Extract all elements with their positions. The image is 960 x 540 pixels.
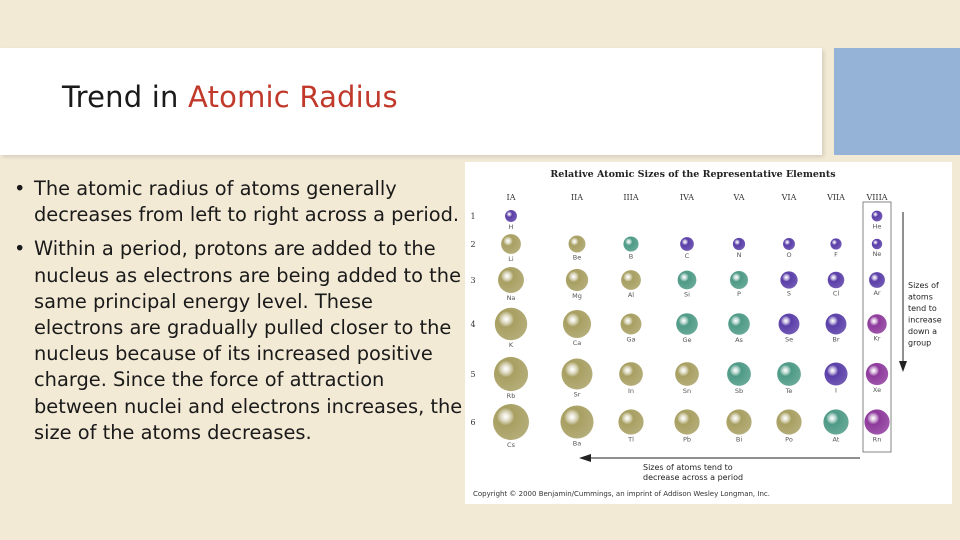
figure-title: Relative Atomic Sizes of the Representative Elements (550, 169, 836, 180)
atom-pb (674, 409, 699, 434)
bullet-item (14, 176, 464, 228)
down-note-line: atoms (908, 292, 933, 302)
atomic-size-diagram (465, 162, 952, 504)
atom-he (872, 211, 883, 222)
atom-cl (828, 272, 845, 289)
element-symbol: H (508, 222, 514, 231)
element-symbol: Kr (873, 334, 881, 343)
atom-o (783, 238, 795, 250)
bullet-item (14, 236, 464, 446)
element-symbol: Cl (832, 289, 840, 298)
atom-ca (563, 310, 591, 338)
atom-ge (676, 313, 698, 335)
element-symbol: Si (684, 290, 690, 299)
element-symbol: Ar (873, 288, 881, 297)
across-note-line: decrease across a period (643, 473, 744, 482)
atom-as (728, 313, 750, 335)
atom-at (823, 409, 848, 434)
atom-k (495, 308, 527, 340)
atom-bi (726, 409, 751, 434)
element-symbol: Ca (572, 339, 582, 348)
element-symbol: As (735, 335, 743, 344)
element-symbol: Pb (682, 435, 692, 444)
down-note-line: down a (908, 327, 938, 336)
atom-br (826, 314, 847, 335)
atom-tl (618, 409, 643, 434)
element-symbol: K (508, 341, 514, 350)
atom-ne (872, 239, 882, 249)
atom-rn (864, 409, 889, 434)
down-note-line: Sizes of (908, 281, 939, 290)
element-symbol: I (835, 386, 837, 395)
title-accent: Atomic Radius (188, 80, 398, 114)
group-label: IA (506, 193, 516, 202)
bullet-list (14, 176, 464, 454)
element-symbol: P (737, 290, 741, 298)
atom-te (777, 362, 801, 386)
down-note-line: group (908, 338, 932, 348)
element-symbol: At (832, 435, 840, 444)
element-symbol: Po (785, 435, 793, 444)
atom-al (621, 270, 641, 290)
element-symbol: He (872, 222, 882, 231)
period-label: 6 (470, 418, 476, 427)
element-symbol: O (786, 250, 792, 259)
title-prefix: Trend in (62, 80, 189, 114)
element-symbol: Xe (872, 386, 882, 395)
group-label: IIA (570, 193, 584, 202)
atom-se (779, 314, 800, 335)
atom-sr (562, 359, 593, 390)
bullet-text: Within a period, protons are added to the nucleus as electrons are being added to the same principal energy level. These electrons are gradually pulled closer to the nucleus because of its increased positive charge. Since the force of attraction between nuclei and electrons increases, the size of the atoms decreases. (34, 237, 463, 444)
element-symbol: Br (832, 335, 840, 344)
atom-cs (493, 404, 529, 440)
atom-rb (494, 357, 528, 391)
element-symbol: Al (627, 290, 635, 299)
element-symbol: B (628, 252, 634, 261)
atom-li (501, 234, 521, 254)
atom-be (569, 236, 586, 253)
period-label: 4 (470, 320, 476, 329)
atom-sn (675, 362, 699, 386)
atom-sb (727, 362, 751, 386)
copyright-text: Copyright © 2000 Benjamin/Cummings, an imprint of Addison Wesley Longman, Inc. (473, 490, 770, 498)
atom-mg (566, 269, 588, 291)
element-symbol: Sn (682, 386, 692, 395)
element-symbol: Se (784, 335, 794, 344)
atom-p (730, 271, 748, 289)
period-label: 5 (470, 370, 476, 379)
element-symbol: C (684, 251, 690, 260)
atom-i (824, 362, 847, 385)
down-note-line: tend to (908, 304, 937, 313)
element-symbol: Bi (735, 435, 743, 444)
atom-h (505, 210, 517, 222)
element-symbol: Li (508, 254, 514, 263)
element-symbol: N (736, 251, 742, 260)
element-symbol: Mg (572, 292, 582, 301)
element-symbol: Ne (872, 250, 882, 259)
atom-xe (866, 363, 888, 385)
element-symbol: Sb (734, 386, 744, 395)
atom-f (830, 238, 841, 249)
atom-s (780, 271, 797, 288)
atom-ga (621, 314, 642, 335)
atom-ar (869, 272, 885, 288)
atom-c (680, 237, 694, 251)
group-label: VA (733, 193, 745, 202)
period-label: 1 (470, 212, 476, 221)
atom-n (733, 238, 745, 250)
element-symbol: In (627, 386, 635, 395)
down-arrow-head (899, 361, 907, 372)
atom-ba (560, 405, 593, 438)
group-label: VIIIA (866, 193, 888, 202)
element-symbol: Rb (506, 392, 516, 401)
bullet-glyph: • (14, 237, 26, 261)
atom-si (678, 271, 697, 290)
element-symbol: Ge (682, 335, 692, 344)
accent-block (834, 48, 960, 155)
element-symbol: Rn (872, 435, 882, 444)
period-label: 2 (470, 240, 476, 249)
atom-na (498, 267, 524, 293)
atom-po (776, 409, 801, 434)
group-label: IIIA (623, 193, 639, 202)
element-symbol: Te (785, 386, 793, 395)
element-symbol: S (786, 289, 792, 298)
atomic-size-figure (465, 162, 952, 504)
slide-title (62, 80, 398, 114)
element-symbol: Ba (572, 439, 582, 448)
period-label: 3 (470, 276, 476, 285)
across-note-line: Sizes of atoms tend to (643, 463, 733, 472)
element-symbol: Cs (507, 441, 515, 449)
element-symbol: Tl (628, 435, 634, 444)
atom-b (623, 236, 638, 251)
element-symbol: F (834, 250, 838, 259)
atom-kr (867, 314, 886, 333)
down-note-line: increase (908, 315, 942, 325)
across-arrow-head (579, 454, 591, 462)
element-symbol: Ga (626, 335, 636, 344)
bullet-glyph: • (14, 177, 26, 200)
group-label: VIIA (827, 193, 845, 202)
atom-in (619, 362, 643, 386)
group-label: IVA (679, 193, 695, 202)
group-label: VIA (781, 193, 797, 202)
element-symbol: Na (506, 293, 516, 302)
element-symbol: Sr (573, 390, 581, 399)
bullet-text: The atomic radius of atoms generally decreases from left to right across a period. (34, 177, 460, 227)
element-symbol: Be (572, 253, 582, 262)
